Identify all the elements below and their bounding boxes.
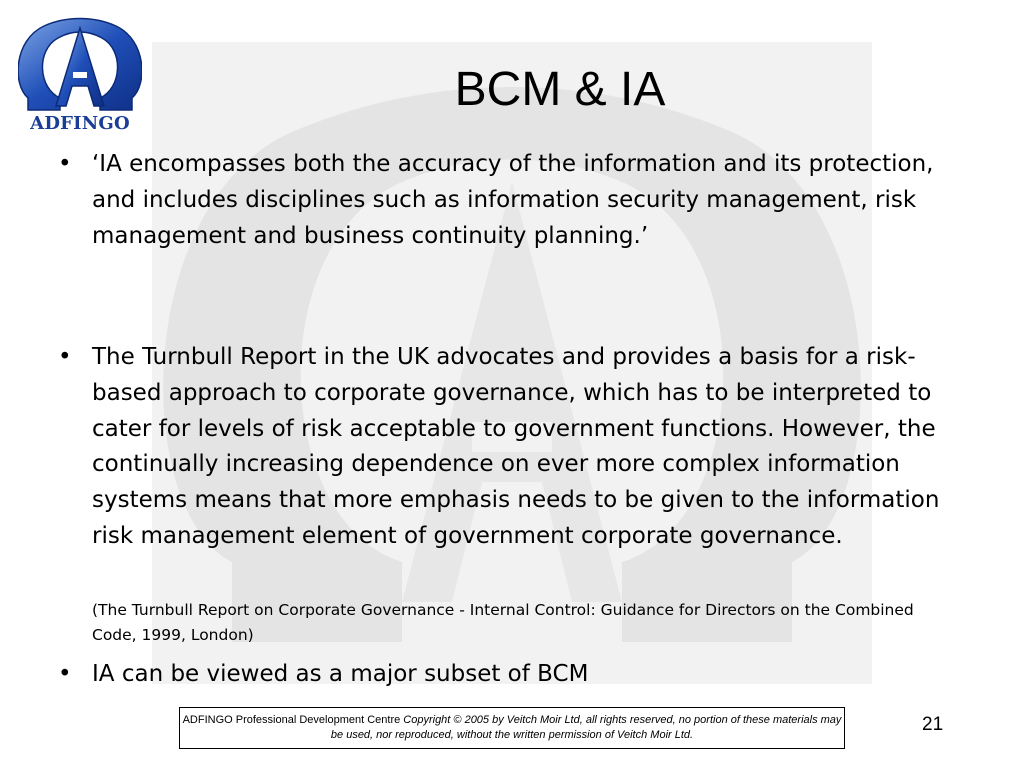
bullet-marker: • [58,661,72,687]
bullet-marker: • [58,151,72,177]
bullet-text: IA can be viewed as a major subset of BCM [92,661,589,687]
bullet-marker: • [58,344,72,370]
page-number: 21 [922,714,944,735]
footer-copyright-box [179,707,845,749]
footer-copyright: Copyright © 2005 by Veitch Moir Ltd, all rights reserved, no portion of these materials may be used, nor reproduced, without the written permission of Veitch Moir Ltd. [330,714,842,741]
logo-text: ADFINGO [30,113,130,134]
citation: (The Turnbull Report on Corporate Governance - Internal Control: Guidance for Directors on the Combined Code, 1999, London) [92,601,914,644]
footer-org: ADFINGO Professional Development Centre [182,714,404,726]
bullet-text: ‘IA encompasses both the accuracy of the information and its protection, and includes disciplines such as information security management, risk management and business continuity planning.’ [92,151,934,249]
bullet-text: The Turnbull Report in the UK advocates and provides a basis for a risk-based approach to corporate governance, which has to be interpreted to cater for levels of risk acceptable to government functions. However, the continually increasing dependence on ever more complex information systems means that more emphasis needs to be given to the information risk management element of government corporate governance. [92,344,940,549]
bullet-item [58,657,958,697]
bullet-item [58,340,958,590]
footer-text [180,713,844,743]
omega-logo-icon [18,14,142,114]
slide-title: BCM & IA [454,63,666,116]
bullet-item [58,147,958,297]
